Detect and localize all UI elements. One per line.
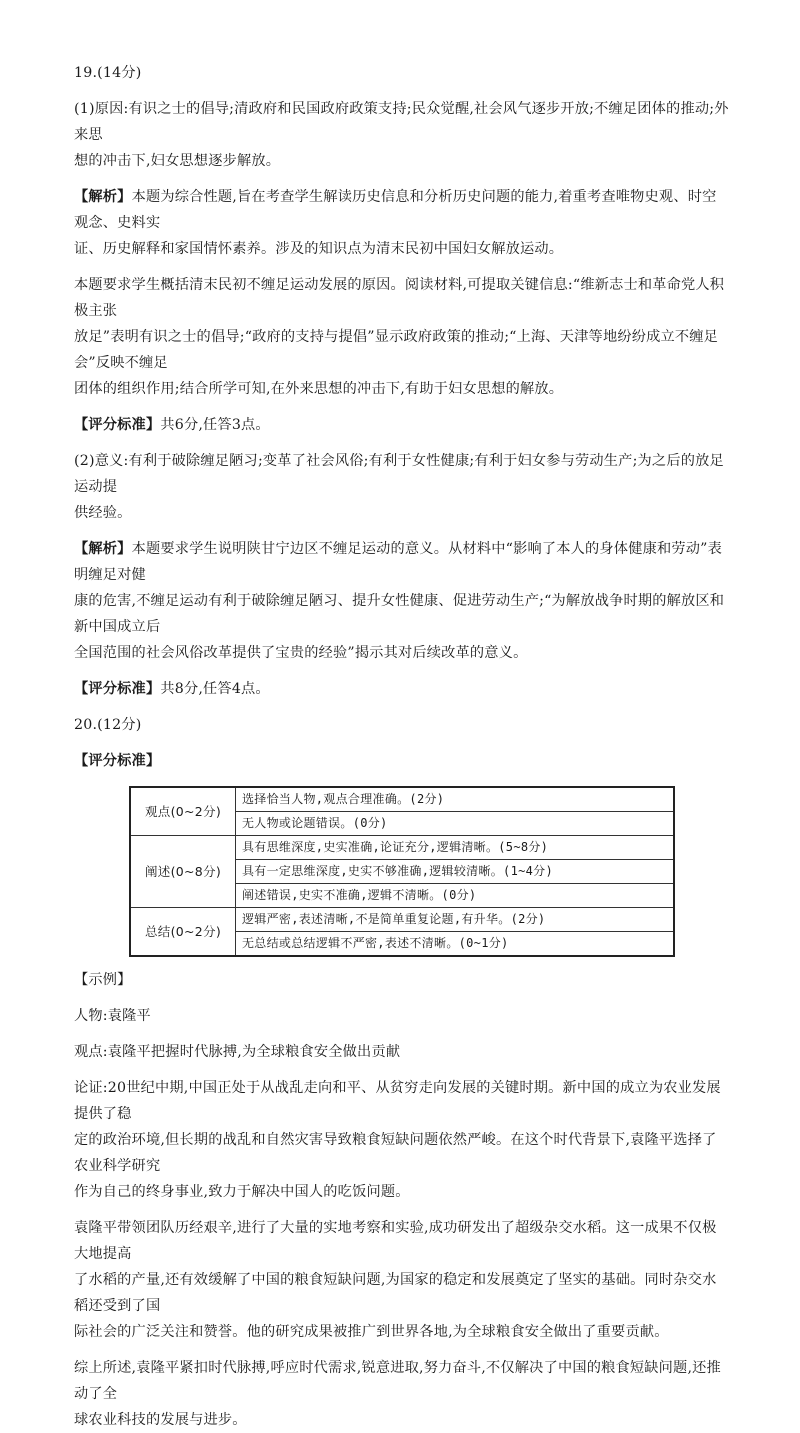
rubric-criterion: 阐述错误,史实不准确,逻辑不清晰。(0分) [236,884,675,908]
scoring-rubric-table [129,786,675,957]
q19-part1-answer [74,96,730,174]
q20-rubric-title: 【评分标准】 [74,753,161,769]
q19-part1-detail [74,272,730,402]
q20-header: 20.(12分) [74,717,142,733]
example-argument-line: 定的政治环境,但长期的战乱和自然灾害导致粮食短缺问题依然严峻。在这个时代背景下,袁隆平选择了农业科学研究 [74,1132,717,1174]
rubric-row [130,836,674,860]
score-text: 共6分,任答3点。 [160,417,270,433]
analysis-tag: 【解析】 [74,541,132,557]
q19-part1-answer-line: 想的冲击下,妇女思想逐步解放。 [74,153,281,169]
rubric-criterion: 无总结或总结逻辑不严密,表述不清晰。(0~1分) [236,932,675,957]
rubric-criterion: 选择恰当人物,观点合理准确。(2分) [236,787,675,812]
score-text: 共8分,任答4点。 [160,681,270,697]
q19-part2-answer [74,448,730,526]
rubric-criterion: 具有一定思维深度,史实不够准确,逻辑较清晰。(1~4分) [236,860,675,884]
answer-page [74,60,730,1433]
q19-part2-analysis [74,536,730,666]
score-tag: 【评分标准】 [74,417,161,433]
example-argument-line: 论证:20世纪中期,中国正处于从战乱走向和平、从贫穷走向发展的关键时期。新中国的成立为农业发展提供了稳 [74,1080,721,1122]
detail-text: 本题要求学生概括清末民初不缠足运动发展的原因。阅读材料,可提取关键信息:“维新志士和革命党人积极主张 [74,277,725,319]
example-conclusion-line: 球农业科技的发展与进步。 [74,1412,247,1428]
q19-part2-analysis-line [74,536,730,588]
example-viewpoint: 观点:袁隆平把握时代脉搏,为全球粮食安全做出贡献 [74,1044,401,1060]
q19-part1-analysis-line [74,184,730,236]
q19-header: 19.(14分) [74,65,142,81]
example-paragraph-line: 了水稻的产量,还有效缓解了中国的粮食短缺问题,为国家的稳定和发展奠定了坚实的基础。同时杂交水稻还受到了国 [74,1272,717,1314]
example-argument [74,1075,730,1205]
q19-part1-analysis-line: 证、历史解释和家国情怀素养。涉及的知识点为清末民初中国妇女解放运动。 [74,241,564,257]
q19-part1-detail-line: 放足”表明有识之士的倡导;“政府的支持与提倡”显示政府政策的推动;“上海、天津等地纷纷成立不缠足会”反映不缠足 [74,329,719,371]
example-paragraph-2 [74,1215,730,1345]
q19-part2-analysis-line: 全国范围的社会风俗改革提供了宝贵的经验”揭示其对后续改革的意义。 [74,645,528,661]
example-conclusion-line: 综上所述,袁隆平紧扣时代脉搏,呼应时代需求,锐意进取,努力奋斗,不仅解决了中国的粮食短缺问题,还推动了全 [74,1360,721,1402]
q19-part2-answer-line: (2)意义:有利于破除缠足陋习;变革了社会风俗;有利于女性健康;有利于妇女参与劳动生产;为之后的放足运动提 [74,453,724,495]
score-tag: 【评分标准】 [74,681,161,697]
rubric-criterion: 具有思维深度,史实准确,论证充分,逻辑清晰。(5~8分) [236,836,675,860]
rubric-row [130,787,674,812]
example-argument-line: 作为自己的终身事业,致力于解决中国人的吃饭问题。 [74,1184,410,1200]
q19-part2-answer-line: 供经验。 [74,505,132,521]
q20-example [74,967,730,1433]
rubric-criterion: 逻辑严密,表述清晰,不是简单重复论题,有升华。(2分) [236,908,675,932]
analysis-text: 本题为综合性题,旨在考查学生解读历史信息和分析历史问题的能力,着重考查唯物史观、时空观念、史料实 [74,189,717,231]
rubric-category: 阐述(0~8分) [130,836,236,908]
analysis-text: 本题要求学生说明陕甘宁边区不缠足运动的意义。从材料中“影响了本人的身体健康和劳动”表明缠足对健 [74,541,722,583]
q19-part1-analysis [74,184,730,262]
analysis-tag: 【解析】 [74,189,132,205]
example-tag: 【示例】 [74,972,132,988]
q19-part1-detail-line [74,272,730,324]
example-person: 人物:袁隆平 [74,1008,151,1024]
rubric-category: 总结(0~2分) [130,908,236,957]
q19-part1-answer-line: (1)原因:有识之士的倡导;清政府和民国政府政策支持;民众觉醒,社会风气逐步开放;不缠足团体的推动;外来思 [74,101,729,143]
example-paragraph-line: 袁隆平带领团队历经艰辛,进行了大量的实地考察和实验,成功研发出了超级杂交水稻。这一成果不仅极大地提高 [74,1220,717,1262]
example-conclusion [74,1355,730,1433]
q19-part2-analysis-line: 康的危害,不缠足运动有利于破除缠足陋习、提升女性健康、促进劳动生产;“为解放战争时期的解放区和新中国成立后 [74,593,725,635]
q19-part1-score [74,412,730,438]
q19-part1-detail-line: 团体的组织作用;结合所学可知,在外来思想的冲击下,有助于妇女思想的解放。 [74,381,564,397]
rubric-criterion: 无人物或论题错误。(0分) [236,812,675,836]
example-paragraph-line: 际社会的广泛关注和赞誉。他的研究成果被推广到世界各地,为全球粮食安全做出了重要贡献。 [74,1324,669,1340]
rubric-category: 观点(0~2分) [130,787,236,836]
rubric-row [130,908,674,932]
q19-part2-score [74,676,730,702]
